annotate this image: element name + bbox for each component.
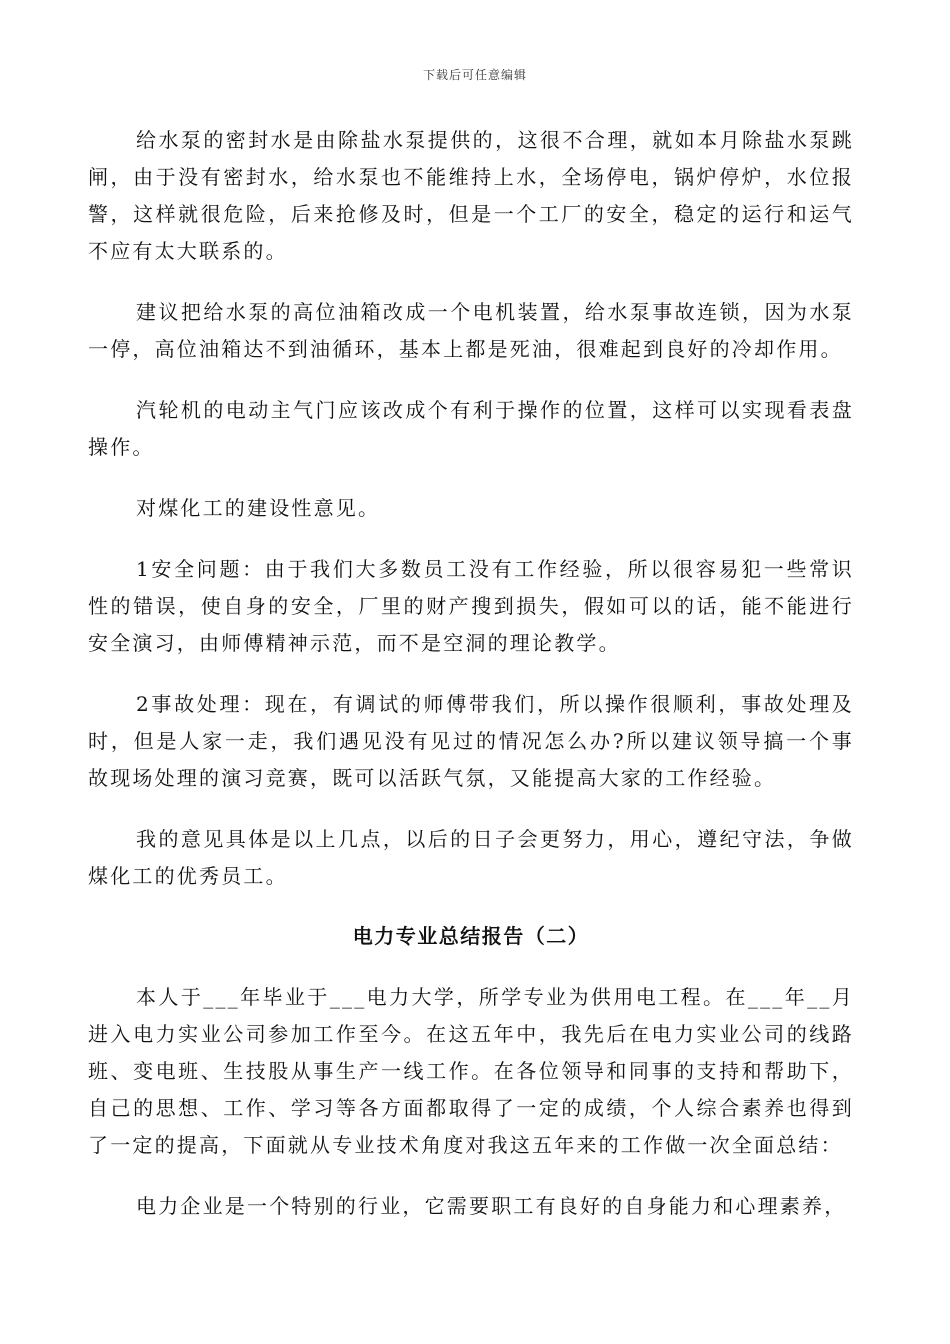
paragraph-report-continued: 电力企业是一个特别的行业，它需要职工有良好的自身能力和心理素养， [136,1194,847,1218]
paragraph-closing: 我的意见具体是以上几点，以后的日子会更努力，用心，遵纪守法，争做煤化工的优秀员工。 [88,827,854,888]
paragraph-safety-issue: 1安全问题：由于我们大多数员工没有工作经验，所以很容易犯一些常识性的错误，使自身的安全，厂里的财产搜到损失，假如可以的话，能不能进行安全演习，由师傅精神示范，而不是空洞的理论教学。 [88,557,854,655]
page-header: 下载后可任意编辑 [422,68,527,82]
paragraph-suggestions-intro: 对煤化工的建设性意见。 [136,496,381,520]
paragraph-report-intro: 本人于___年毕业于___电力大学，所学专业为供用电工程。在___年__月进入电力实业公司参加工作至今。在这五年中，我先后在电力实业公司的线路班、变电班、生技股从事生产一线工作。在各位领导和同事的支持和帮助下，自己的思想、工作、学习等各方面都取得了一定的成绩，个人综合素养也得到了一定的提高，下面就从专业技术角度对我这五年来的工作做一次全面总结： [88,985,854,1157]
paragraph-steam-valve: 汽轮机的电动主气门应该改成个有利于操作的位置，这样可以实现看表盘操作。 [88,398,854,459]
paragraph-seal-water: 给水泵的密封水是由除盐水泵提供的，这很不合理，就如本月除盐水泵跳闸，由于没有密封水，给水泵也不能维持上水，全场停电，锅炉停炉，水位报警，这样就很危险，后来抢修及时，但是一个工厂的安全，稳定的运行和运气不应有太大联系的。 [88,128,854,263]
paragraph-oil-tank: 建议把给水泵的高位油箱改成一个电机装置，给水泵事故连锁，因为水泵一停，高位油箱达不到油循环，基本上都是死油，很难起到良好的冷却作用。 [88,300,854,361]
section-title: 电力专业总结报告（二） [352,924,590,948]
paragraph-accident-handling: 2事故处理：现在，有调试的师傅带我们，所以操作很顺利，事故处理及时，但是人家一走，我们遇见没有见过的情况怎么办?所以建议领导搞一个事故现场处理的演习竞赛，既可以活跃气氛，又能提高大家的工作经验。 [88,692,854,790]
document-body [88,122,854,1249]
